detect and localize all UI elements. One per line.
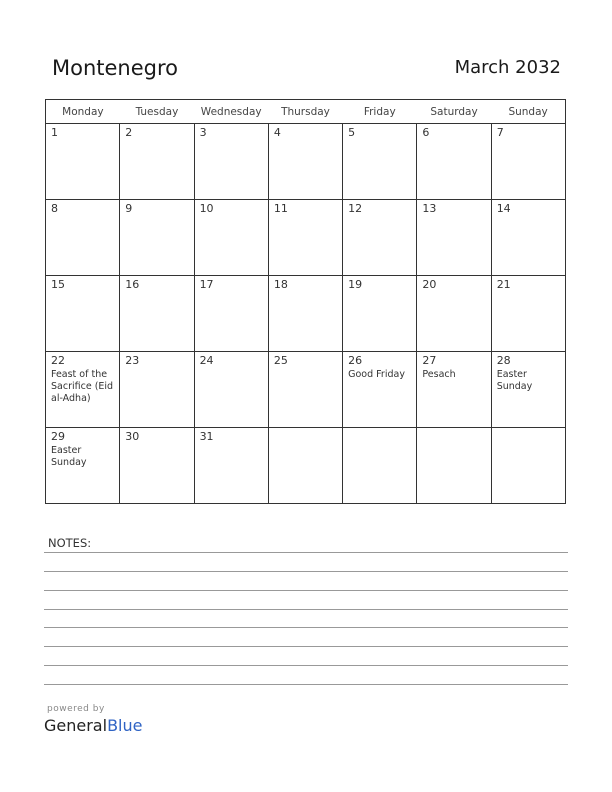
notes-line (44, 609, 568, 610)
day-cell (120, 352, 194, 428)
weekday-header: Sunday (491, 100, 565, 124)
week-row (46, 200, 566, 276)
holiday-label: Easter Sunday (496, 369, 533, 392)
day-cell (194, 124, 268, 200)
weekday-header: Friday (343, 100, 417, 124)
day-number: 22 (51, 354, 65, 367)
day-cell (343, 276, 417, 352)
weekday-header: Tuesday (120, 100, 194, 124)
day-number: 7 (496, 126, 504, 139)
day-number: 8 (51, 202, 58, 215)
day-number: 25 (273, 354, 288, 367)
day-number: 1 (51, 126, 58, 139)
weekday-header: Wednesday (194, 100, 268, 124)
day-number: 13 (422, 202, 437, 215)
day-number: 11 (273, 202, 288, 215)
day-number: 6 (422, 126, 430, 139)
day-cell (343, 124, 417, 200)
holiday-label: Pesach (422, 369, 456, 380)
week-row (46, 124, 566, 200)
day-number: 17 (199, 278, 214, 291)
calendar-grid (45, 99, 566, 504)
day-cell (120, 276, 194, 352)
day-number: 23 (125, 354, 140, 367)
day-number: 30 (125, 430, 140, 443)
day-cell (268, 428, 342, 504)
day-cell (491, 428, 565, 504)
day-number: 21 (496, 278, 511, 291)
day-cell (194, 352, 268, 428)
notes-line (44, 665, 568, 666)
weekday-header: Saturday (417, 100, 491, 124)
weekday-header: Monday (46, 100, 120, 124)
notes-line (44, 646, 568, 647)
day-number: 28 (496, 354, 511, 367)
day-number: 9 (125, 202, 133, 215)
day-number: 19 (348, 278, 363, 291)
brand-general: General (44, 716, 108, 735)
week-row (46, 276, 566, 352)
notes-line (44, 590, 568, 591)
day-cell (417, 124, 491, 200)
day-number: 26 (348, 354, 363, 367)
day-number: 2 (125, 126, 133, 139)
day-cell (343, 200, 417, 276)
notes-line (44, 552, 568, 553)
day-number: 20 (422, 278, 437, 291)
brand-blue: Blue (107, 716, 143, 735)
notes-line (44, 571, 568, 572)
day-number: 18 (273, 278, 288, 291)
day-cell (417, 276, 491, 352)
day-cell (417, 428, 491, 504)
notes-line (44, 684, 568, 685)
day-number: 29 (51, 430, 65, 443)
day-cell (417, 352, 491, 428)
calendar-month-title: March 2032 (454, 57, 561, 78)
week-row (46, 428, 566, 504)
notes-line (44, 627, 568, 628)
day-number: 5 (348, 126, 356, 139)
day-cell (46, 428, 120, 504)
day-cell (268, 352, 342, 428)
generalblue-logo (44, 716, 142, 735)
day-number: 15 (51, 278, 65, 291)
powered-by-text: powered by (47, 704, 105, 714)
day-cell (268, 124, 342, 200)
day-number: 31 (199, 430, 214, 443)
day-number: 27 (422, 354, 437, 367)
notes-label: NOTES: (48, 536, 92, 550)
day-cell (268, 200, 342, 276)
holiday-label: Easter Sunday (51, 445, 87, 468)
day-number: 12 (348, 202, 363, 215)
day-number: 4 (273, 126, 281, 139)
day-cell (46, 124, 120, 200)
day-cell (120, 200, 194, 276)
day-cell (491, 124, 565, 200)
holiday-label: Good Friday (348, 369, 405, 380)
day-cell (491, 276, 565, 352)
day-cell (194, 428, 268, 504)
calendar-country-title: Montenegro (52, 56, 179, 80)
day-cell (343, 352, 417, 428)
weekday-header-row (46, 100, 566, 124)
day-number: 3 (199, 126, 207, 139)
day-cell (343, 428, 417, 504)
day-number: 24 (199, 354, 214, 367)
day-number: 14 (496, 202, 511, 215)
week-row (46, 352, 566, 428)
day-number: 16 (125, 278, 140, 291)
day-cell (194, 200, 268, 276)
day-cell (120, 124, 194, 200)
day-cell (491, 352, 565, 428)
holiday-label: Feast of the Sacrifice (Eid al-Adha) (51, 369, 114, 404)
day-cell (46, 200, 120, 276)
day-cell (194, 276, 268, 352)
day-number: 10 (199, 202, 214, 215)
day-cell (268, 276, 342, 352)
day-cell (46, 276, 120, 352)
day-cell (417, 200, 491, 276)
weekday-header: Thursday (268, 100, 342, 124)
day-cell (46, 352, 120, 428)
day-cell (491, 200, 565, 276)
day-cell (120, 428, 194, 504)
